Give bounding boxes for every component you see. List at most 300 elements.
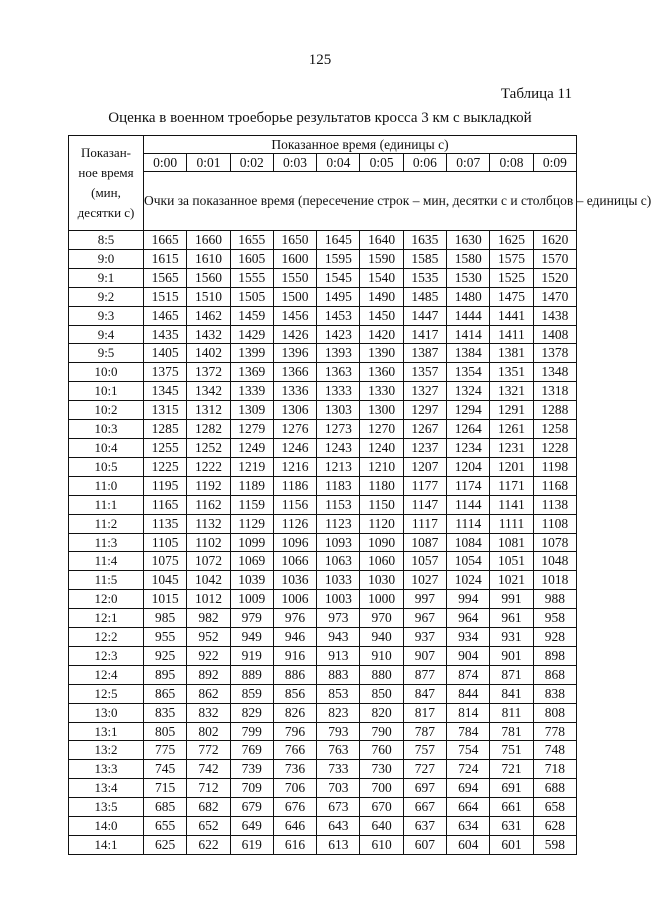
score-cell: 1006 <box>273 590 316 609</box>
score-cell: 751 <box>490 741 533 760</box>
time-label-cell: 13:2 <box>69 741 144 760</box>
page-number: 125 <box>308 52 332 68</box>
score-cell: 1177 <box>403 476 446 495</box>
score-cell: 1057 <box>403 552 446 571</box>
score-cell: 1384 <box>447 344 490 363</box>
score-cell: 754 <box>447 741 490 760</box>
table-row <box>69 609 577 628</box>
score-cell: 1240 <box>360 438 403 457</box>
table-row <box>69 438 577 457</box>
score-cell: 1535 <box>403 268 446 287</box>
score-cell: 598 <box>533 836 576 855</box>
score-cell: 922 <box>187 646 230 665</box>
score-cell: 1550 <box>273 268 316 287</box>
score-cell: 1327 <box>403 382 446 401</box>
time-label-cell: 14:0 <box>69 817 144 836</box>
score-cell: 1426 <box>273 325 316 344</box>
score-cell: 643 <box>317 817 360 836</box>
score-cell: 979 <box>230 609 273 628</box>
score-cell: 772 <box>187 741 230 760</box>
score-cell: 994 <box>447 590 490 609</box>
score-cell: 1315 <box>144 401 187 420</box>
score-cell: 691 <box>490 779 533 798</box>
score-cell: 883 <box>317 665 360 684</box>
table-row <box>69 665 577 684</box>
score-cell: 658 <box>533 798 576 817</box>
score-cell: 850 <box>360 684 403 703</box>
seconds-column-header: 0:09 <box>533 154 576 172</box>
score-cell: 1381 <box>490 344 533 363</box>
score-cell: 784 <box>447 722 490 741</box>
score-cell: 781 <box>490 722 533 741</box>
table-row <box>69 571 577 590</box>
score-cell: 1090 <box>360 533 403 552</box>
score-cell: 1270 <box>360 420 403 439</box>
score-cell: 688 <box>533 779 576 798</box>
score-cell: 1435 <box>144 325 187 344</box>
table-row <box>69 798 577 817</box>
score-cell: 1665 <box>144 231 187 250</box>
seconds-column-header: 0:07 <box>447 154 490 172</box>
score-cell: 1500 <box>273 287 316 306</box>
score-cell: 1276 <box>273 420 316 439</box>
time-label-cell: 8:5 <box>69 231 144 250</box>
score-cell: 769 <box>230 741 273 760</box>
score-cell: 1171 <box>490 476 533 495</box>
score-cell: 736 <box>273 760 316 779</box>
score-cell: 1495 <box>317 287 360 306</box>
score-cell: 1402 <box>187 344 230 363</box>
time-label-cell: 13:3 <box>69 760 144 779</box>
score-cell: 1333 <box>317 382 360 401</box>
score-cell: 760 <box>360 741 403 760</box>
score-cell: 1051 <box>490 552 533 571</box>
score-cell: 1060 <box>360 552 403 571</box>
score-cell: 1021 <box>490 571 533 590</box>
score-cell: 1520 <box>533 268 576 287</box>
score-cell: 820 <box>360 703 403 722</box>
score-cell: 916 <box>273 646 316 665</box>
time-label-cell: 10:3 <box>69 420 144 439</box>
table-row <box>69 684 577 703</box>
score-cell: 712 <box>187 779 230 798</box>
score-cell: 697 <box>403 779 446 798</box>
score-cell: 1138 <box>533 495 576 514</box>
seconds-header-row <box>69 154 577 172</box>
score-cell: 685 <box>144 798 187 817</box>
score-cell: 766 <box>273 741 316 760</box>
score-cell: 1312 <box>187 401 230 420</box>
score-cell: 973 <box>317 609 360 628</box>
score-cell: 1108 <box>533 514 576 533</box>
score-cell: 694 <box>447 779 490 798</box>
score-cell: 1168 <box>533 476 576 495</box>
score-cell: 1375 <box>144 363 187 382</box>
score-cell: 1243 <box>317 438 360 457</box>
score-cell: 1363 <box>317 363 360 382</box>
score-cell: 616 <box>273 836 316 855</box>
score-cell: 1120 <box>360 514 403 533</box>
score-cell: 1300 <box>360 401 403 420</box>
score-cell: 1141 <box>490 495 533 514</box>
score-cell: 1012 <box>187 590 230 609</box>
score-cell: 1600 <box>273 249 316 268</box>
score-cell: 1231 <box>490 438 533 457</box>
seconds-column-header: 0:04 <box>317 154 360 172</box>
score-cell: 1189 <box>230 476 273 495</box>
score-cell: 964 <box>447 609 490 628</box>
time-label-cell: 11:4 <box>69 552 144 571</box>
score-cell: 862 <box>187 684 230 703</box>
score-cell: 1291 <box>490 401 533 420</box>
score-cell: 943 <box>317 628 360 647</box>
score-cell: 1279 <box>230 420 273 439</box>
score-cell: 1655 <box>230 231 273 250</box>
score-cell: 1063 <box>317 552 360 571</box>
time-label-cell: 12:3 <box>69 646 144 665</box>
score-cell: 1444 <box>447 306 490 325</box>
score-cell: 859 <box>230 684 273 703</box>
score-cell: 679 <box>230 798 273 817</box>
time-label-cell: 9:4 <box>69 325 144 344</box>
score-cell: 1417 <box>403 325 446 344</box>
score-cell: 1354 <box>447 363 490 382</box>
score-cell: 676 <box>273 798 316 817</box>
score-cell: 1237 <box>403 438 446 457</box>
score-cell: 826 <box>273 703 316 722</box>
score-cell: 808 <box>533 703 576 722</box>
table-row <box>69 287 577 306</box>
score-cell: 1204 <box>447 457 490 476</box>
score-cell: 1420 <box>360 325 403 344</box>
score-cell: 673 <box>317 798 360 817</box>
score-cell: 1650 <box>273 231 316 250</box>
score-cell: 1360 <box>360 363 403 382</box>
score-cell: 1183 <box>317 476 360 495</box>
score-cell: 829 <box>230 703 273 722</box>
score-cell: 949 <box>230 628 273 647</box>
time-label-cell: 12:5 <box>69 684 144 703</box>
score-cell: 1111 <box>490 514 533 533</box>
score-cell: 1114 <box>447 514 490 533</box>
score-cell: 1490 <box>360 287 403 306</box>
score-cell: 682 <box>187 798 230 817</box>
table-row <box>69 231 577 250</box>
score-cell: 1150 <box>360 495 403 514</box>
score-cell: 1255 <box>144 438 187 457</box>
time-label-cell: 9:1 <box>69 268 144 287</box>
score-cell: 790 <box>360 722 403 741</box>
score-cell: 913 <box>317 646 360 665</box>
score-cell: 1456 <box>273 306 316 325</box>
score-cell: 955 <box>144 628 187 647</box>
score-cell: 946 <box>273 628 316 647</box>
table-row <box>69 836 577 855</box>
score-cell: 625 <box>144 836 187 855</box>
score-cell: 1036 <box>273 571 316 590</box>
score-cell: 1018 <box>533 571 576 590</box>
score-cell: 622 <box>187 836 230 855</box>
score-cell: 1645 <box>317 231 360 250</box>
score-cell: 865 <box>144 684 187 703</box>
score-cell: 1411 <box>490 325 533 344</box>
score-cell: 1351 <box>490 363 533 382</box>
score-cell: 1123 <box>317 514 360 533</box>
score-cell: 1042 <box>187 571 230 590</box>
score-cell: 1450 <box>360 306 403 325</box>
score-cell: 1201 <box>490 457 533 476</box>
time-label-cell: 11:5 <box>69 571 144 590</box>
score-cell: 1228 <box>533 438 576 457</box>
score-cell: 637 <box>403 817 446 836</box>
score-cell: 748 <box>533 741 576 760</box>
score-cell: 1615 <box>144 249 187 268</box>
score-cell: 1162 <box>187 495 230 514</box>
score-cell: 934 <box>447 628 490 647</box>
table-row <box>69 420 577 439</box>
score-cell: 1144 <box>447 495 490 514</box>
score-cell: 1505 <box>230 287 273 306</box>
score-cell: 1595 <box>317 249 360 268</box>
score-cell: 1459 <box>230 306 273 325</box>
table-row <box>69 325 577 344</box>
score-cell: 610 <box>360 836 403 855</box>
score-cell: 703 <box>317 779 360 798</box>
score-cell: 967 <box>403 609 446 628</box>
table-row <box>69 306 577 325</box>
score-cell: 718 <box>533 760 576 779</box>
score-cell: 1087 <box>403 533 446 552</box>
score-cell: 1165 <box>144 495 187 514</box>
score-cell: 1024 <box>447 571 490 590</box>
score-cell: 952 <box>187 628 230 647</box>
score-cell: 970 <box>360 609 403 628</box>
score-cell: 1441 <box>490 306 533 325</box>
score-cell: 1630 <box>447 231 490 250</box>
seconds-column-header: 0:01 <box>187 154 230 172</box>
table-row <box>69 495 577 514</box>
table-row <box>69 741 577 760</box>
score-cell: 802 <box>187 722 230 741</box>
score-cell: 1475 <box>490 287 533 306</box>
score-cell: 1565 <box>144 268 187 287</box>
score-cell: 1660 <box>187 231 230 250</box>
score-cell: 1525 <box>490 268 533 287</box>
score-cell: 928 <box>533 628 576 647</box>
table-row <box>69 249 577 268</box>
score-cell: 1153 <box>317 495 360 514</box>
score-cell: 1222 <box>187 457 230 476</box>
table-row <box>69 552 577 571</box>
score-cell: 1625 <box>490 231 533 250</box>
score-cell: 907 <box>403 646 446 665</box>
score-cell: 1303 <box>317 401 360 420</box>
score-cell: 1195 <box>144 476 187 495</box>
score-cell: 1396 <box>273 344 316 363</box>
score-cell: 991 <box>490 590 533 609</box>
table-label: Таблица 11 <box>500 86 572 102</box>
score-cell: 1610 <box>187 249 230 268</box>
score-cell: 1015 <box>144 590 187 609</box>
score-cell: 706 <box>273 779 316 798</box>
score-cell: 1099 <box>230 533 273 552</box>
seconds-column-header: 0:02 <box>230 154 273 172</box>
score-cell: 670 <box>360 798 403 817</box>
score-table <box>68 135 651 855</box>
score-cell: 709 <box>230 779 273 798</box>
time-label-cell: 12:1 <box>69 609 144 628</box>
score-cell: 1447 <box>403 306 446 325</box>
score-cell: 1207 <box>403 457 446 476</box>
score-cell: 1282 <box>187 420 230 439</box>
score-cell: 1084 <box>447 533 490 552</box>
score-cell: 1294 <box>447 401 490 420</box>
score-cell: 1306 <box>273 401 316 420</box>
score-cell: 631 <box>490 817 533 836</box>
time-label-cell: 13:4 <box>69 779 144 798</box>
time-label-cell: 9:3 <box>69 306 144 325</box>
score-cell: 1423 <box>317 325 360 344</box>
score-cell: 1246 <box>273 438 316 457</box>
score-cell: 880 <box>360 665 403 684</box>
score-cell: 601 <box>490 836 533 855</box>
score-cell: 1620 <box>533 231 576 250</box>
score-cell: 1324 <box>447 382 490 401</box>
score-cell: 730 <box>360 760 403 779</box>
score-cell: 1560 <box>187 268 230 287</box>
score-cell: 844 <box>447 684 490 703</box>
table-title: Оценка в военном троеборье результатов кросса 3 км с выкладкой <box>108 110 532 126</box>
score-cell: 1438 <box>533 306 576 325</box>
score-cell: 607 <box>403 836 446 855</box>
score-cell: 1156 <box>273 495 316 514</box>
table-row <box>69 590 577 609</box>
score-cell: 1348 <box>533 363 576 382</box>
table-row <box>69 514 577 533</box>
score-cell: 1485 <box>403 287 446 306</box>
score-cell: 1575 <box>490 249 533 268</box>
time-label-cell: 10:0 <box>69 363 144 382</box>
score-cell: 1453 <box>317 306 360 325</box>
score-cell: 805 <box>144 722 187 741</box>
score-cell: 1273 <box>317 420 360 439</box>
table-row <box>69 344 577 363</box>
score-cell: 1330 <box>360 382 403 401</box>
time-label-cell: 12:0 <box>69 590 144 609</box>
time-label-cell: 11:2 <box>69 514 144 533</box>
score-cell: 742 <box>187 760 230 779</box>
score-cell: 1429 <box>230 325 273 344</box>
score-cell: 1186 <box>273 476 316 495</box>
score-cell: 895 <box>144 665 187 684</box>
table-row <box>69 476 577 495</box>
table-body <box>69 231 577 855</box>
table-row <box>69 760 577 779</box>
score-cell: 814 <box>447 703 490 722</box>
score-cell: 724 <box>447 760 490 779</box>
score-cell: 868 <box>533 665 576 684</box>
time-label-cell: 10:5 <box>69 457 144 476</box>
score-cell: 763 <box>317 741 360 760</box>
score-cell: 1366 <box>273 363 316 382</box>
score-cell: 646 <box>273 817 316 836</box>
score-cell: 889 <box>230 665 273 684</box>
points-description: Очки за показанное время (пересечение строк – мин, десятки с и столбцов – единицы с) <box>144 172 577 231</box>
score-cell: 1336 <box>273 382 316 401</box>
table-row <box>69 817 577 836</box>
table-row <box>69 703 577 722</box>
score-cell: 1066 <box>273 552 316 571</box>
table-row <box>69 268 577 287</box>
score-cell: 1174 <box>447 476 490 495</box>
time-label-cell: 13:1 <box>69 722 144 741</box>
time-label-cell: 13:0 <box>69 703 144 722</box>
score-cell: 634 <box>447 817 490 836</box>
time-label-cell: 13:5 <box>69 798 144 817</box>
score-cell: 1078 <box>533 533 576 552</box>
score-cell: 1318 <box>533 382 576 401</box>
row-label-line: (мин, <box>91 185 121 200</box>
score-cell: 1132 <box>187 514 230 533</box>
score-cell: 1470 <box>533 287 576 306</box>
score-cell: 985 <box>144 609 187 628</box>
score-cell: 898 <box>533 646 576 665</box>
score-cell: 925 <box>144 646 187 665</box>
score-cell: 1480 <box>447 287 490 306</box>
score-cell: 1635 <box>403 231 446 250</box>
score-cell: 1048 <box>533 552 576 571</box>
score-cell: 1585 <box>403 249 446 268</box>
score-cell: 817 <box>403 703 446 722</box>
score-cell: 1555 <box>230 268 273 287</box>
score-cell: 1399 <box>230 344 273 363</box>
score-cell: 1135 <box>144 514 187 533</box>
score-cell: 661 <box>490 798 533 817</box>
time-label-cell: 10:2 <box>69 401 144 420</box>
table-row <box>69 457 577 476</box>
score-cell: 1321 <box>490 382 533 401</box>
score-cell: 652 <box>187 817 230 836</box>
score-cell: 1210 <box>360 457 403 476</box>
score-cell: 787 <box>403 722 446 741</box>
score-cell: 1258 <box>533 420 576 439</box>
time-label-cell: 9:0 <box>69 249 144 268</box>
score-cell: 1264 <box>447 420 490 439</box>
seconds-column-header: 0:05 <box>360 154 403 172</box>
table-row <box>69 382 577 401</box>
score-cell: 1540 <box>360 268 403 287</box>
table-row <box>69 401 577 420</box>
time-label-cell: 12:4 <box>69 665 144 684</box>
score-cell: 1605 <box>230 249 273 268</box>
score-cell: 901 <box>490 646 533 665</box>
row-label-header <box>69 136 144 231</box>
table-row <box>69 779 577 798</box>
score-cell: 1414 <box>447 325 490 344</box>
score-cell: 919 <box>230 646 273 665</box>
score-cell: 1192 <box>187 476 230 495</box>
score-cell: 847 <box>403 684 446 703</box>
score-cell: 1219 <box>230 457 273 476</box>
table-header <box>69 136 651 231</box>
score-cell: 1285 <box>144 420 187 439</box>
seconds-column-header: 0:03 <box>273 154 316 172</box>
score-cell: 871 <box>490 665 533 684</box>
score-cell: 1198 <box>533 457 576 476</box>
score-cell: 604 <box>447 836 490 855</box>
score-cell: 1369 <box>230 363 273 382</box>
score-cell: 655 <box>144 817 187 836</box>
